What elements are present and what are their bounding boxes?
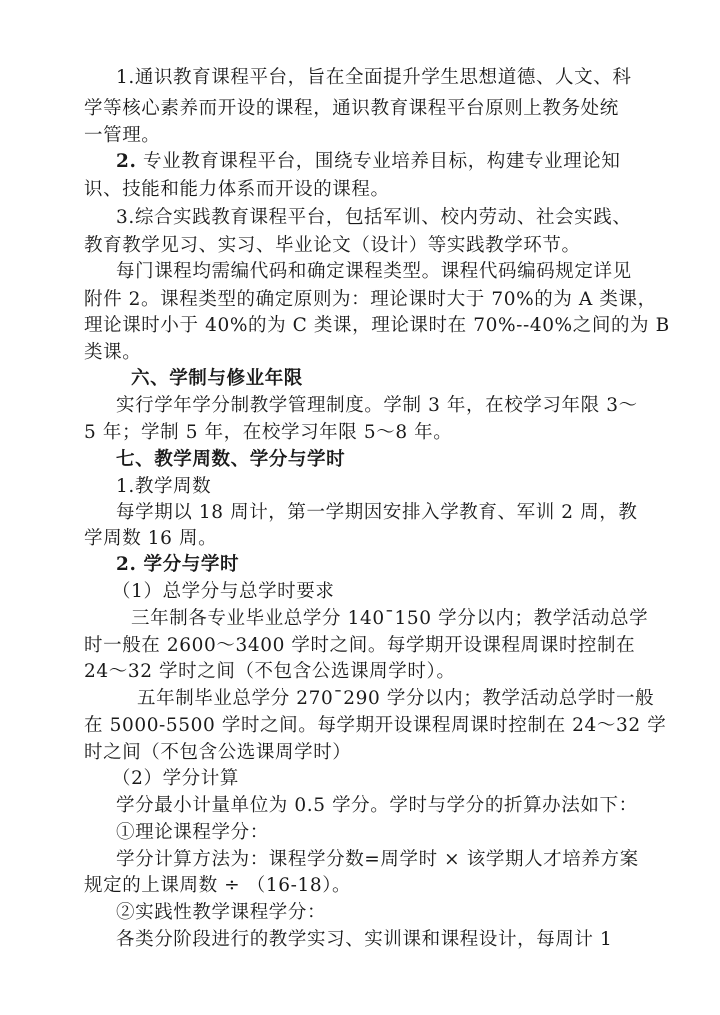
section-heading: 七、教学周数、学分与学时 [116,449,346,470]
text-line: 每学期以 18 周计，第一学期因安排入学教育、军训 2 周，教 [116,502,638,523]
text-line: 时一般在 2600～3400 学时之间。每学期开设课程周课时控制在 [84,635,636,656]
text-line: 规定的上课周数 ÷ （16-18）。 [84,875,352,896]
text-line: 学分计算方法为：课程学分数=周学时 × 该学期人才培养方案 [116,849,639,870]
text-line: 理论课时小于 40%的为 C 类课，理论课时在 70%--40%之间的为 B [84,315,670,336]
text-line: 类课。 [84,342,142,363]
text-line: 五年制毕业总学分 270¯290 学分以内；教学活动总学时一般 [137,688,655,709]
section-heading: 六、学制与修业年限 [131,368,303,389]
subsection-heading: 1.教学周数 [116,476,212,497]
subsection-heading: ②实践性教学课程学分： [116,902,327,923]
subsection-heading: （1）总学分与总学时要求 [112,581,335,602]
text-line: 时之间（不包含公选课周学时） [84,742,352,763]
text-line: 3.综合实践教育课程平台，包括军训、校内劳动、社会实践、 [116,207,632,228]
item-number: 2. [116,151,137,172]
text-line: 识、技能和能力体系而开设的课程。 [84,179,390,200]
text-line: 24～32 学时之间（不包含公选课周学时）。 [84,661,456,682]
subsection-heading: （2）学分计算 [112,768,239,789]
text-line: 学等核心素养而开设的课程，通识教育课程平台原则上教务处统 [84,98,619,119]
text-line: 学分最小计量单位为 0.5 学分。学时与学分的折算办法如下： [116,795,638,816]
text-line: 每门课程均需编代码和确定课程类型。课程代码编码规定详见 [116,261,632,282]
subsection-heading: ①理论课程学分： [116,822,269,843]
text-line: 在 5000-5500 学时之间。每学期开设课程周课时控制在 24～32 学 [84,715,667,736]
text-line: 教育教学见习、实习、毕业论文（设计）等实践教学环节。 [84,235,581,256]
text-line: 各类分阶段进行的教学实习、实训课和课程设计，每周计 1 [116,929,613,950]
text-line: 5 年；学制 5 年，在校学习年限 5～8 年。 [84,422,453,443]
text-line: 实行学年学分制教学管理制度。学制 3 年，在校学习年限 3～ [116,395,638,416]
text-line: 学周数 16 周。 [84,528,218,549]
subsection-heading: 2. 学分与学时 [116,554,240,575]
item-text: 专业教育课程平台，围绕专业培养目标，构建专业理论知 [143,151,621,172]
text-line [0,150,621,174]
text-line: 一管理。 [84,125,161,146]
text-line: 三年制各专业毕业总学分 140¯150 学分以内；教学活动总学 [131,608,649,629]
text-line: 附件 2。课程类型的确定原则为：理论课时大于 70%的为 A 类课， [84,289,657,310]
text-line: 1.通识教育课程平台，旨在全面提升学生思想道德、人文、科 [116,67,632,88]
